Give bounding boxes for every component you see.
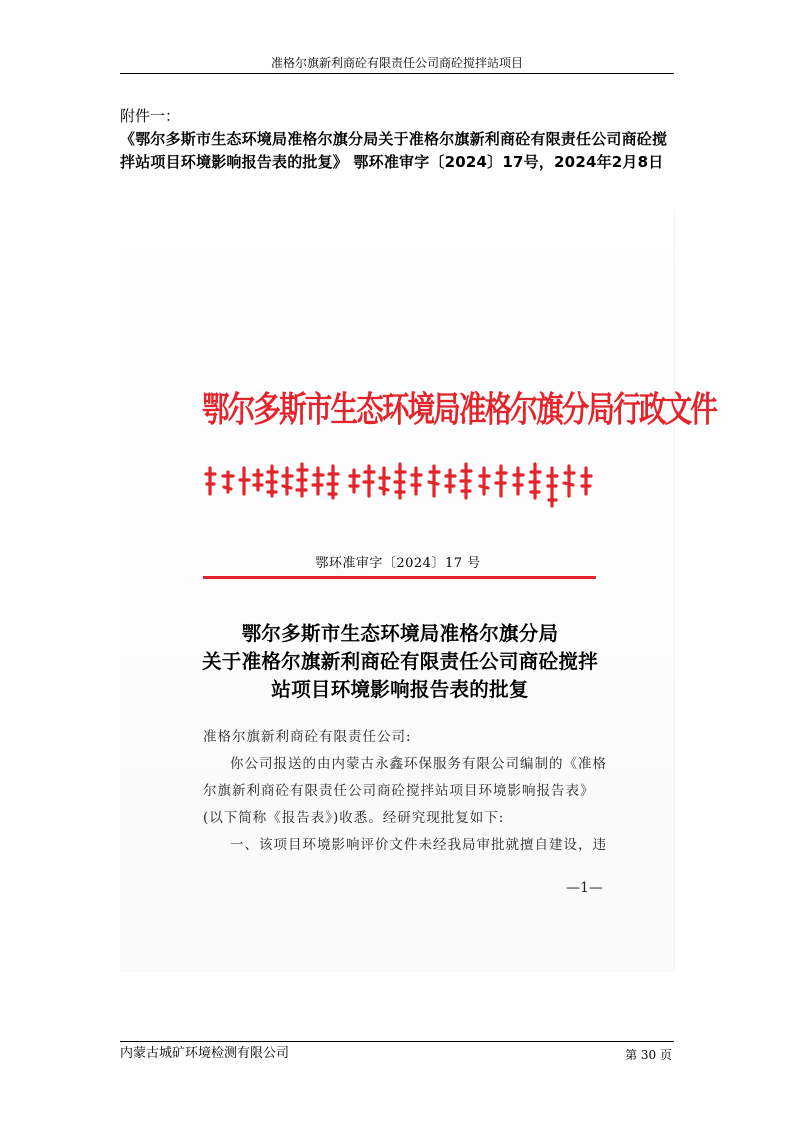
body-line-4: 一、该项目环境影响评价文件未经我局审批就擅自建设，违 [230, 837, 607, 853]
document-title [200, 620, 600, 704]
body-line-1: 你公司报送的由内蒙古永鑫环保服务有限公司编制的《准格 [230, 756, 607, 772]
recipient-line: 准格尔旗新利商砼有限责任公司: [203, 729, 412, 745]
red-divider-line [203, 576, 596, 579]
issuing-authority-heading: 鄂尔多斯市生态环境局准格尔旗分局行政文件 [202, 389, 716, 431]
body-line-2: 尔旗新利商砼有限责任公司商砼搅拌站项目环境影响报告表》 [203, 783, 595, 799]
body-line-3: (以下简称《报告表》)收悉。经研究现批复如下: [203, 810, 505, 826]
running-header: 准格尔旗新利商砼有限责任公司商砼搅拌站项目 [270, 56, 523, 70]
title-line-2: 关于准格尔旗新利商砼有限责任公司商砼搅拌 [201, 650, 598, 673]
title-line-3: 站项目环境影响报告表的批复 [271, 678, 529, 701]
footer-page-number: 第 30 页 [625, 1048, 672, 1062]
title-line-1: 鄂尔多斯市生态环境局准格尔旗分局 [241, 622, 559, 645]
document-number: 鄂环准审字〔2024〕17 号 [315, 556, 481, 571]
document-body [203, 724, 607, 859]
mongolian-script-line [204, 454, 594, 512]
scan-page-number: —1— [566, 880, 603, 896]
footer-divider [120, 1041, 674, 1042]
footer-company: 内蒙古城矿环境检测有限公司 [120, 1046, 290, 1061]
header-divider [120, 73, 674, 74]
attachment-description: 《鄂尔多斯市生态环境局准格尔旗分局关于准格尔旗新利商砼有限责任公司商砼搅拌站项目环境影响报告表的批复》 鄂环准审字〔2024〕17号，2024年2月8日 [120, 130, 668, 171]
attachment-label: 附件一： [120, 107, 181, 125]
